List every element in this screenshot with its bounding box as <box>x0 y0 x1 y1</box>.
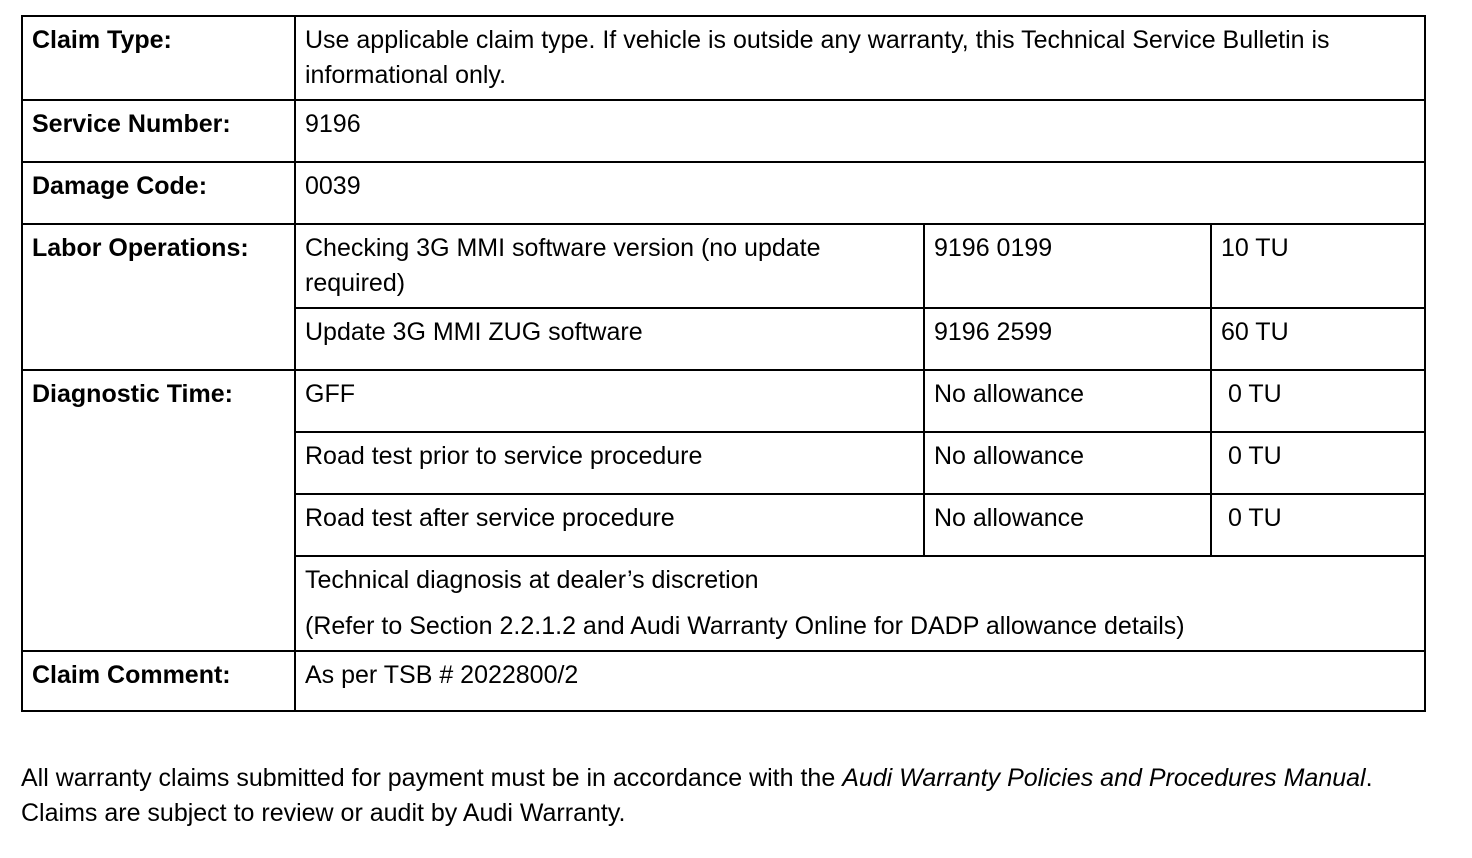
diagnostic-allowance: No allowance <box>924 494 1211 556</box>
labor-operation-code: 9196 0199 <box>924 224 1211 308</box>
labor-operation-description: Update 3G MMI ZUG software <box>295 308 924 370</box>
labor-operation-time: 60 TU <box>1211 308 1425 370</box>
damage-code-row <box>22 162 1425 224</box>
damage-code-value: 0039 <box>295 162 1425 224</box>
service-number-label: Service Number: <box>22 100 295 162</box>
footer-text-before: All warranty claims submitted for payment must be in accordance with the <box>21 764 843 792</box>
damage-code-label: Damage Code: <box>22 162 295 224</box>
diagnostic-description: Road test after service procedure <box>295 494 924 556</box>
diagnostic-time: 0 TU <box>1211 370 1425 432</box>
diagnostic-note <box>295 556 1425 651</box>
claim-type-label: Claim Type: <box>22 16 295 100</box>
diagnostic-allowance: No allowance <box>924 432 1211 494</box>
diagnostic-description: GFF <box>295 370 924 432</box>
service-number-row <box>22 100 1425 162</box>
claim-comment-row <box>22 651 1425 711</box>
service-number-value: 9196 <box>295 100 1425 162</box>
manual-title: Audi Warranty Policies and Procedures Manual <box>842 764 1366 792</box>
labor-operation-time: 10 TU <box>1211 224 1425 308</box>
labor-operations-label: Labor Operations: <box>22 224 295 370</box>
labor-operation-code: 9196 2599 <box>924 308 1211 370</box>
diagnostic-time: 0 TU <box>1211 494 1425 556</box>
claim-comment-value: As per TSB # 2022800/2 <box>295 651 1425 711</box>
warranty-claim-table <box>21 15 1426 712</box>
diagnostic-description: Road test prior to service procedure <box>295 432 924 494</box>
diagnostic-row <box>22 370 1425 432</box>
claim-comment-label: Claim Comment: <box>22 651 295 711</box>
diagnostic-time-label: Diagnostic Time: <box>22 370 295 651</box>
labor-operation-description: Checking 3G MMI software version (no update required) <box>295 224 924 308</box>
labor-operation-row <box>22 224 1425 308</box>
diagnostic-note-line: Technical diagnosis at dealer’s discretion <box>305 566 759 594</box>
diagnostic-note-reference: (Refer to Section 2.2.1.2 and Audi Warranty Online for DADP allowance details) <box>305 612 1185 640</box>
diagnostic-time: 0 TU <box>1211 432 1425 494</box>
claim-type-value: Use applicable claim type. If vehicle is outside any warranty, this Technical Service Bulletin is informational only. <box>295 16 1425 100</box>
footer-text-after: . Claims are subject to review or audit by Audi Warranty. <box>21 764 1373 827</box>
claim-type-row <box>22 16 1425 100</box>
warranty-footer-note <box>21 761 1441 831</box>
diagnostic-allowance: No allowance <box>924 370 1211 432</box>
